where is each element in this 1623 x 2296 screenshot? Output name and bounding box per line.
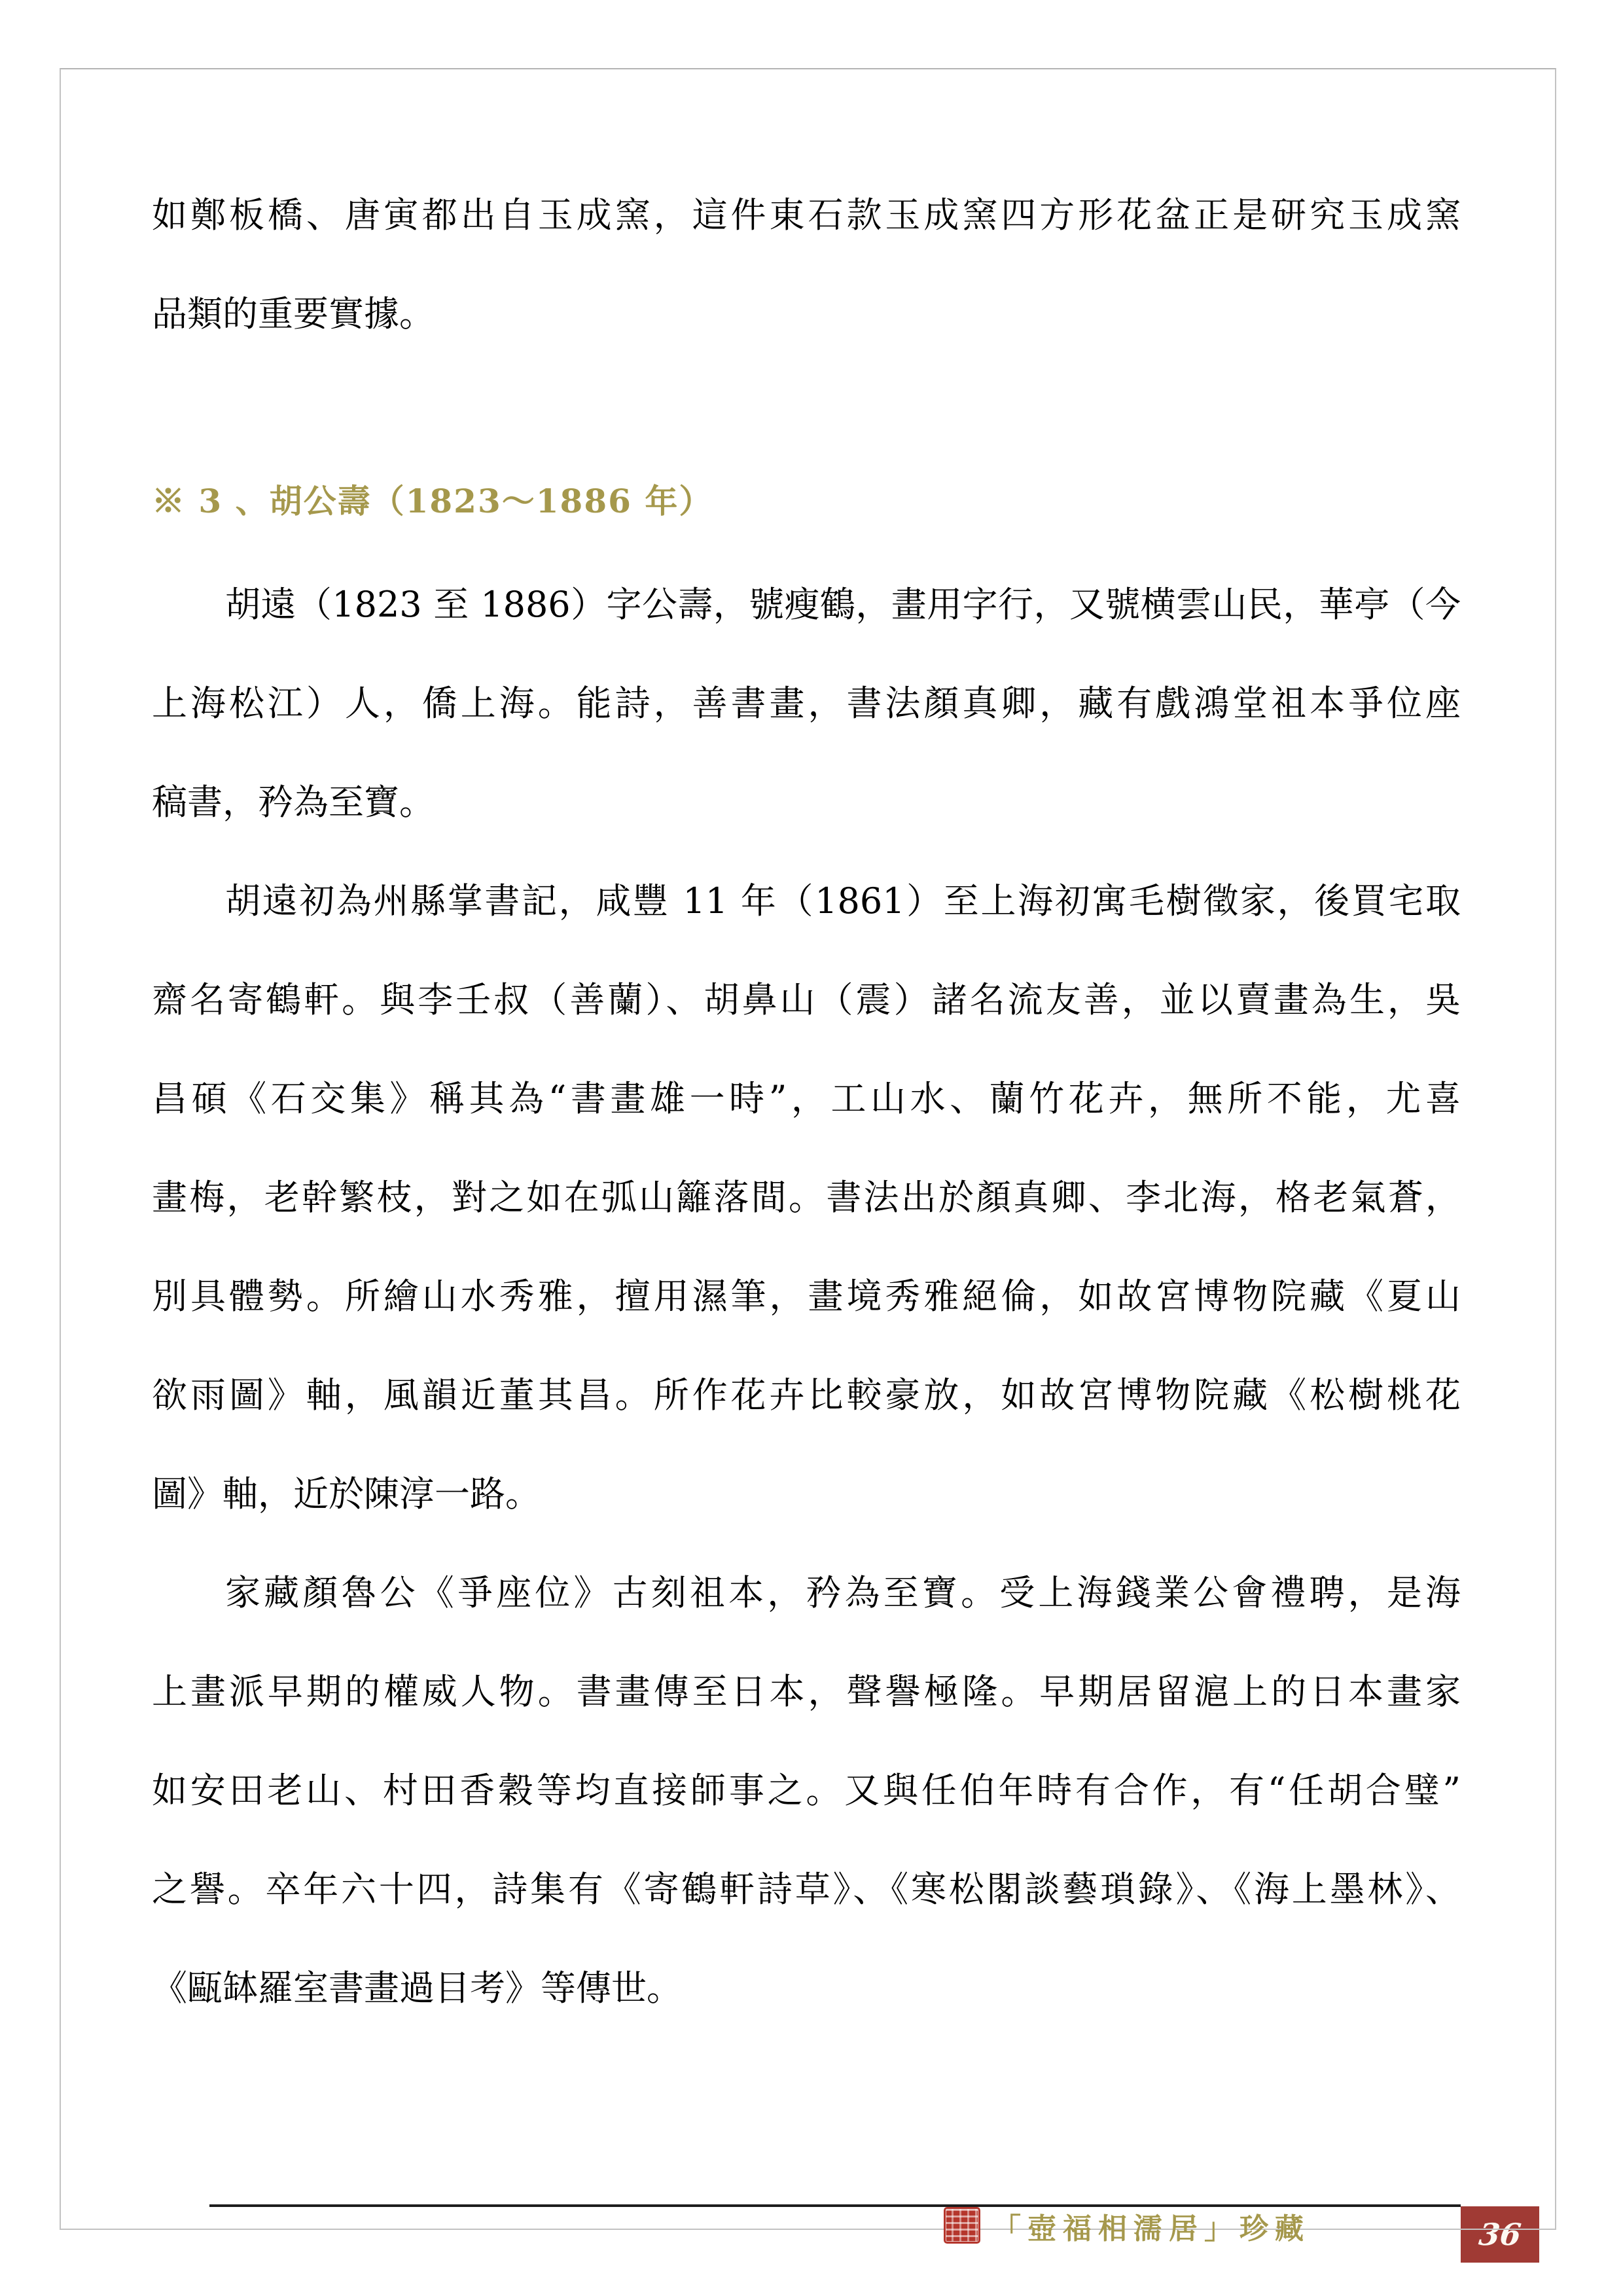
body-text-line: 稿書，矜為至寶。 (152, 781, 435, 823)
collection-label: 「壺福相濡居」珍藏 (992, 2212, 1310, 2246)
body-text-line: 之譽。卒年六十四，詩集有《寄鶴軒詩草》、《寒松閣談藝瑣錄》、《海上墨林》、 (152, 1869, 1461, 1910)
body-text-line: 如安田老山、村田香穀等均直接師事之。又與任伯年時有合作，有“任胡合璧” (152, 1770, 1461, 1811)
paragraph (152, 555, 1461, 852)
footer-divider (209, 2204, 1461, 2207)
body-text-line: 《甌缽羅室書畫過目考》等傳世。 (152, 1967, 682, 2009)
body-text-line: 家藏顏魯公《爭座位》古刻祖本，矜為至寶。受上海錢業公會禮聘，是海 (225, 1572, 1461, 1613)
body-text-line: 齋名寄鶴軒。與李壬叔（善蘭）、胡鼻山（震）諸名流友善，並以賣畫為生，吳 (152, 979, 1461, 1020)
section-heading: ※ 3 、胡公壽（1823～1886 年） (152, 482, 713, 520)
paragraph (152, 852, 1461, 1543)
body-text-line: 上畫派早期的權威人物。書畫傳至日本，聲譽極隆。早期居留滬上的日本畫家 (152, 1671, 1461, 1712)
body-text-line: 胡遠初為州縣掌書記，咸豐 11 年（1861）至上海初寓毛樹徵家，後買宅取 (225, 880, 1461, 922)
page-number: 36 (1477, 2217, 1523, 2252)
article-body (152, 166, 1461, 2037)
body-text-line: 品類的重要實據。 (152, 293, 435, 334)
body-text-line: 圖》軸，近於陳淳一路。 (152, 1473, 541, 1515)
paragraph (152, 166, 1461, 363)
body-text-line: 別具體勢。所繪山水秀雅，擅用濕筆，畫境秀雅絕倫，如故宮博物院藏《夏山 (152, 1276, 1461, 1317)
collection-seal-icon (944, 2207, 980, 2244)
body-text-line: 胡遠（1823 至 1886）字公壽，號瘦鶴，畫用字行，又號横雲山民，華亭（今 (225, 584, 1461, 625)
body-text-line: 昌碩《石交集》稱其為“書畫雄一時”，工山水、蘭竹花卉，無所不能，尤喜 (152, 1078, 1461, 1119)
body-text-line: 畫梅，老幹繁枝，對之如在弧山籬落間。書法出於顏真卿、李北海，格老氣蒼， (152, 1177, 1461, 1218)
paragraph (152, 1543, 1461, 2037)
body-text-line: 如鄭板橋、唐寅都出自玉成窯，這件東石款玉成窯四方形花盆正是研究玉成窯 (152, 194, 1461, 236)
page-number-badge (1461, 2206, 1539, 2263)
body-text-line: 欲雨圖》軸，風韻近董其昌。所作花卉比較豪放，如故宮博物院藏《松樹桃花 (152, 1374, 1461, 1416)
body-text-line: 上海松江）人，僑上海。能詩，善書畫，書法顏真卿，藏有戲鴻堂祖本爭位座 (152, 683, 1461, 724)
